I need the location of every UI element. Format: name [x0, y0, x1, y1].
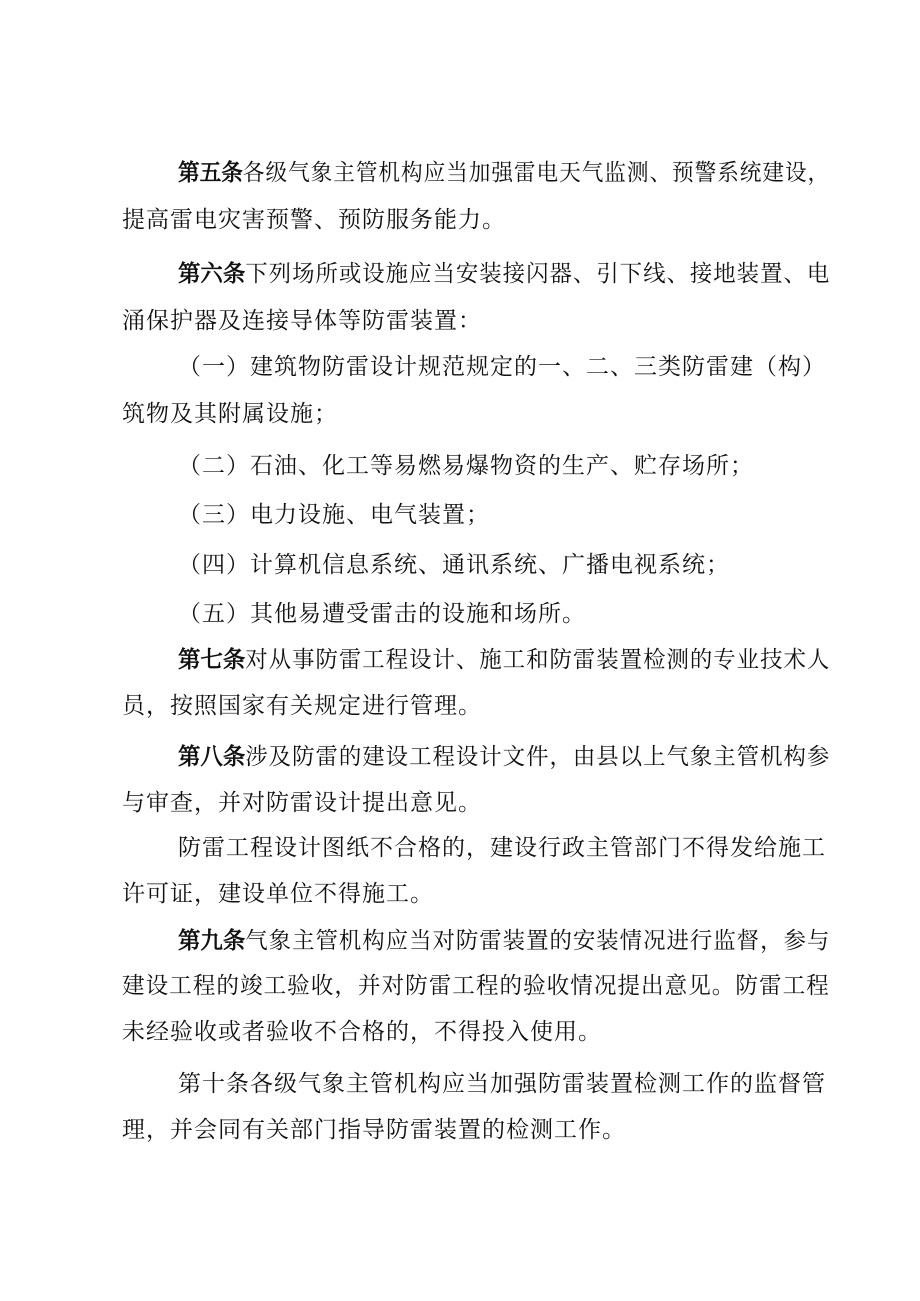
article-8-para-2-line-2: 许可证，建设单位不得施工。 — [122, 881, 434, 907]
article-7-line-2: 员，按照国家有关规定进行管理。 — [122, 693, 482, 719]
article-5-line-1 — [178, 158, 830, 188]
article-8-line-2: 与审查，并对防雷设计提出意见。 — [122, 790, 482, 816]
article-7-heading: 第七条 — [178, 647, 246, 673]
article-5-text: 各级气象主管机构应当加强雷电天气监测、预警系统建设， — [242, 160, 831, 186]
article-5-line-2: 提高雷电灾害预警、预防服务能力。 — [122, 207, 506, 233]
article-6-line-1 — [178, 259, 830, 289]
article-10-line-1: 第十条各级气象主管机构应当加强防雷装置检测工作的监督管 — [178, 1071, 826, 1097]
item-4: （四）计算机信息系统、通讯系统、广播电视系统； — [178, 552, 730, 578]
article-8-line-1 — [178, 742, 830, 772]
item-2: （二）石油、化工等易燃易爆物资的生产、贮存场所； — [178, 453, 754, 479]
article-9-line-3: 未经验收或者验收不合格的，不得投入使用。 — [122, 1019, 602, 1045]
article-7-text: 对从事防雷工程设计、施工和防雷装置检测的专业技术人 — [245, 647, 831, 673]
article-8-para-2-line-1: 防雷工程设计图纸不合格的，建设行政主管部门不得发给施工 — [178, 835, 826, 861]
article-9-line-1 — [178, 926, 830, 956]
article-8-heading: 第八条 — [178, 744, 246, 770]
article-9-heading: 第九条 — [178, 928, 246, 954]
article-6-heading: 第六条 — [178, 261, 246, 287]
article-9-line-2: 建设工程的竣工验收，并对防雷工程的验收情况提出意见。防雷工程 — [122, 973, 830, 999]
article-6-line-2: 涌保护器及连接导体等防雷装置： — [122, 308, 482, 334]
article-6-text: 下列场所或设施应当安装接闪器、引下线、接地装置、电 — [245, 261, 831, 287]
item-3: （三）电力设施、电气装置； — [178, 502, 490, 528]
item-5: （五）其他易遭受雷击的设施和场所。 — [178, 601, 586, 627]
article-8-text: 涉及防雷的建设工程设计文件，由县以上气象主管机构参 — [245, 744, 831, 770]
article-9-text: 气象主管机构应当对防雷装置的安装情况进行监督，参与 — [245, 928, 831, 954]
article-7-line-1 — [178, 645, 830, 675]
article-10-line-2: 理，并会同有关部门指导防雷装置的检测工作。 — [122, 1117, 626, 1143]
item-1-line-2: 筑物及其附属设施； — [122, 401, 338, 427]
item-1-line-1: （一）建筑物防雷设计规范规定的一、二、三类防雷建（构） — [178, 354, 826, 380]
article-5-heading: 第五条 — [178, 160, 243, 186]
